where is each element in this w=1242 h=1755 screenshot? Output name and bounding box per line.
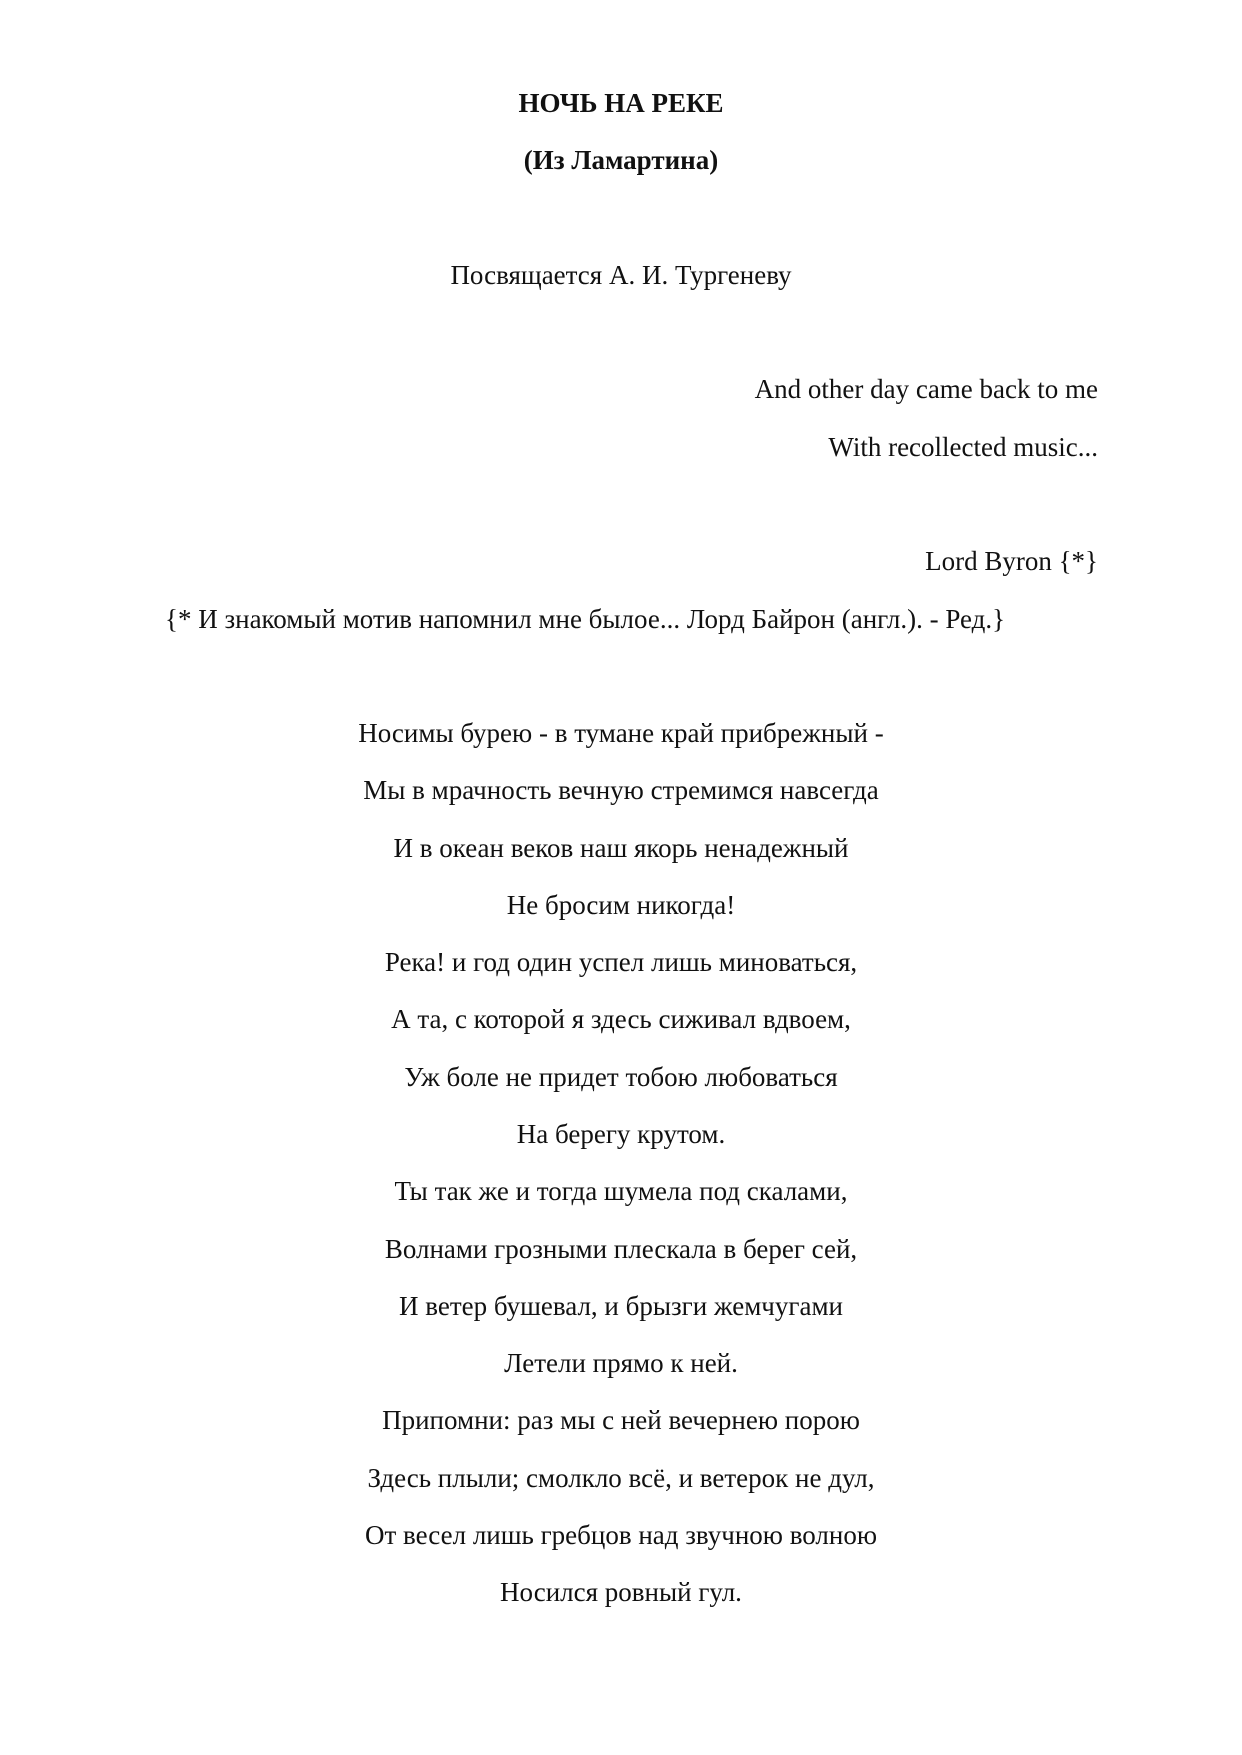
footnote: {* И знакомый мотив напомнил мне былое... Лорд Байрон (англ.). - Ред.}	[165, 604, 1006, 634]
poem-line: Волнами грозными плескала в берег сей,	[384, 1234, 858, 1264]
poem-line: Мы в мрачность вечную стремимся навсегда	[363, 775, 879, 805]
poem-line: И в океан веков наш якорь ненадежный	[393, 833, 849, 863]
poem-line: Уж боле не придет тобою любоваться	[404, 1062, 838, 1092]
poem-line: Ты так же и тогда шумела под скалами,	[394, 1176, 848, 1206]
epigraph-line: With recollected music...	[828, 432, 1098, 462]
poem-line: Летели прямо к ней.	[504, 1348, 738, 1378]
epigraph-author: Lord Byron {*}	[925, 546, 1098, 576]
poem-line: На берегу крутом.	[516, 1119, 726, 1149]
poem-subtitle: (Из Ламартина)	[523, 145, 719, 175]
poem-line: Припомни: раз мы с ней вечернею порою	[382, 1405, 860, 1435]
poem-line: А та, с которой я здесь сиживал вдвоем,	[391, 1004, 851, 1034]
poem-line: Носился ровный гул.	[500, 1577, 742, 1607]
poem-line: Не бросим никогда!	[506, 890, 736, 920]
poem-line: Здесь плыли; смолкло всё, и ветерок не дул,	[367, 1463, 875, 1493]
poem-line: Носимы бурею - в тумане край прибрежный -	[358, 718, 884, 748]
poem-line: От весел лишь гребцов над звучною волною	[365, 1520, 877, 1550]
epigraph-line: And other day came back to me	[754, 374, 1098, 404]
poem-line: Река! и год один успел лишь миноваться,	[384, 947, 858, 977]
dedication: Посвящается А. И. Тургеневу	[450, 260, 792, 290]
poem-title: НОЧЬ НА РЕКЕ	[518, 88, 724, 118]
poem-line: И ветер бушевал, и брызги жемчугами	[399, 1291, 843, 1321]
